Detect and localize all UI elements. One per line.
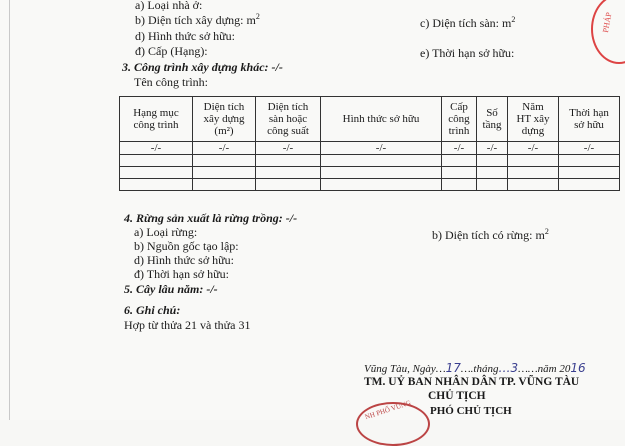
- header-dien-tich-san: Diện tích sàn hoặc công suất: [256, 97, 321, 142]
- section4-heading: 4. Rừng sản xuất là rừng trồng: -/-: [124, 211, 298, 225]
- header-hang-muc: Hạng mục công trình: [120, 97, 193, 142]
- table-cell: -/-: [256, 142, 321, 155]
- structures-table: [119, 96, 620, 191]
- table-cell: -/-: [442, 142, 477, 155]
- ten-cong-trinh-label: Tên công trình:: [134, 75, 208, 89]
- table-row: [120, 167, 620, 179]
- loai-nha-label: a) Loại nhà ở:: [135, 0, 203, 12]
- table-row: [120, 142, 620, 155]
- table-row: [120, 179, 620, 191]
- dien-tich-xd-label: b) Diện tích xây dựng: $m^2$: [135, 12, 260, 27]
- table-cell: -/-: [193, 142, 256, 155]
- red-seal-bottom: NH PHỐ VŨNG: [356, 402, 430, 446]
- signing-org: TM. UỶ BAN NHÂN DÂN TP. VŨNG TÀU: [364, 376, 580, 388]
- loai-rung-label: a) Loại rừng:: [134, 225, 198, 239]
- table-cell: -/-: [120, 142, 193, 155]
- date-line: Vũng Tàu, Ngày…17….tháng…3……năm 2016: [364, 361, 586, 375]
- nguon-goc-label: b) Nguồn gốc tạo lập:: [134, 239, 239, 253]
- header-nam: Năm HT xây dựng: [508, 97, 559, 142]
- table-header-row: [120, 97, 620, 142]
- table-row: [120, 155, 620, 167]
- hinh-thuc-rung-label: d) Hình thức sở hữu:: [134, 253, 235, 267]
- header-dien-tich-xd: Diện tích xây dựng (m²): [193, 97, 256, 142]
- dien-tich-san-label: c) Diện tích sàn: $m^2$: [420, 15, 516, 30]
- thoi-han-rung-label: đ) Thời hạn sở hữu:: [134, 267, 229, 281]
- ghi-chu-text: Hợp từ thửa 21 và thửa 31: [124, 318, 251, 332]
- section5-heading: 5. Cây lâu năm: -/-: [124, 282, 218, 296]
- header-cap: Cấp công trình: [442, 97, 477, 142]
- signing-role: CHỦ TỊCH: [428, 390, 486, 402]
- thoi-han-label: e) Thời hạn sở hữu:: [420, 46, 515, 60]
- cap-hang-label: đ) Cấp (Hạng):: [135, 44, 208, 58]
- table-cell: -/-: [477, 142, 508, 155]
- table-cell: -/-: [321, 142, 442, 155]
- hinh-thuc-label: d) Hình thức sở hữu:: [135, 29, 236, 43]
- header-so-tang: Số tầng: [477, 97, 508, 142]
- table-cell: -/-: [559, 142, 620, 155]
- signing-role-deputy: PHÓ CHỦ TỊCH: [430, 405, 512, 417]
- table-cell: -/-: [508, 142, 559, 155]
- header-thoi-han: Thời hạn sở hữu: [559, 97, 620, 142]
- page-edge: [9, 0, 10, 420]
- section3-heading: 3. Công trình xây dựng khác: -/-: [122, 60, 283, 74]
- dien-tich-rung-label: b) Diện tích có rừng: $m^2$: [432, 227, 549, 242]
- header-hinh-thuc: Hình thức sở hữu: [321, 97, 442, 142]
- section6-heading: 6. Ghi chú:: [124, 303, 181, 317]
- red-seal-top: PHÁP: [591, 0, 625, 64]
